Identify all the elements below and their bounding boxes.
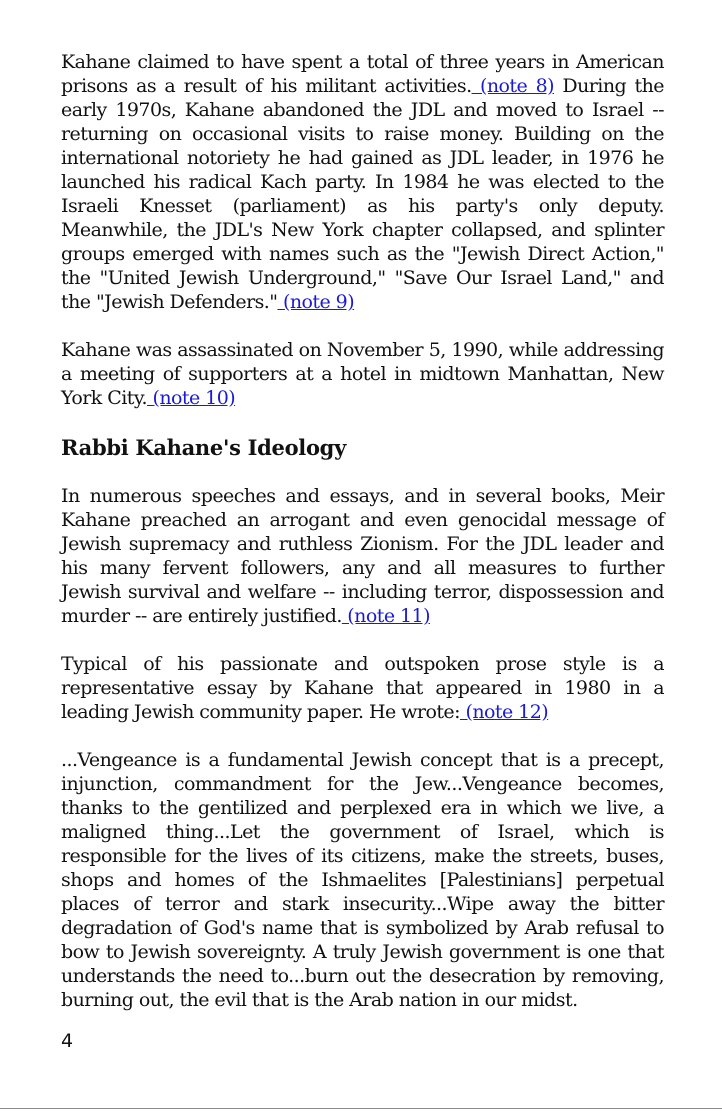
paragraph-text: Typical of his passionate and outspoken prose style is a representative essay by Kahane that appeared in 1980 in a leading Jewish community paper. He wrote: [61,653,664,723]
paragraph-text: In numerous speeches and essays, and in several books, Meir Kahane preached an arrogant and even genocidal message of Jewish supremacy and ruthless Zionism. For the JDL leader and his many fervent followers, any and all measures to further Jewish survival and welfare -- including terror, dispossession and murder -- are entirely justified. [61,485,664,627]
footnote-link-note-8[interactable]: (note 8) [471,75,554,97]
page-number: 4 [61,1030,74,1052]
footnote-link-note-12[interactable]: (note 12) [459,701,549,723]
paragraph-kahane-prisons [61,50,664,314]
footnote-link-note-11[interactable]: (note 11) [341,605,430,627]
paragraph-quotation [61,748,664,1012]
document-page [61,50,664,1012]
section-heading: Rabbi Kahane's Ideology [61,435,346,460]
page-divider [0,1108,722,1109]
paragraph-text: ...Vengeance is a fundamental Jewish concept that is a precept, injunction, commandment for the Jew...Vengeance becomes, thanks to the gentilized and perplexed era in which we live, a maligned thing...Let the government of Israel, which is responsible for the lives of its citizens, make the streets, buses, shops and homes of the Ishmaelites [Palestinians] perpetual places of terror and stark insecurity...Wipe away the bitter degradation of God's name that is symbolized by Arab refusal to bow to Jewish sovereignty. A truly Jewish government is one that understands the need to...burn out the desecration by removing, burning out, the evil that is the Arab nation in our midst. [61,749,664,1011]
paragraph-text: Kahane was assassinated on November 5, 1990, while addressing a meeting of supporters at a hotel in midtown Manhattan, New York City. [61,339,664,409]
footnote-link-note-10[interactable]: (note 10) [146,387,236,409]
paragraph-text: During the early 1970s, Kahane abandoned the JDL and moved to Israel -- returning on occasional visits to raise money. Building on the international notoriety he had gained as JDL leader, in 1976 he launched his radical Kach party. In 1984 he was elected to the Israeli Knesset (parliament) as his party's only deputy. Meanwhile, the JDL's New York chapter collapsed, and splinter groups emerged with names such as the "Jewish Direct Action," the "United Jewish Underground," "Save Our Israel Land," and the "Jewish Defenders." [61,75,664,313]
footnote-link-note-9[interactable]: (note 9) [277,291,355,313]
paragraph-assassination [61,338,664,410]
paragraph-text: Kahane claimed to have spent a total of three years in American prisons as a result of his militant activities. [61,51,664,97]
paragraph-prose-style [61,652,664,724]
paragraph-ideology [61,484,664,628]
